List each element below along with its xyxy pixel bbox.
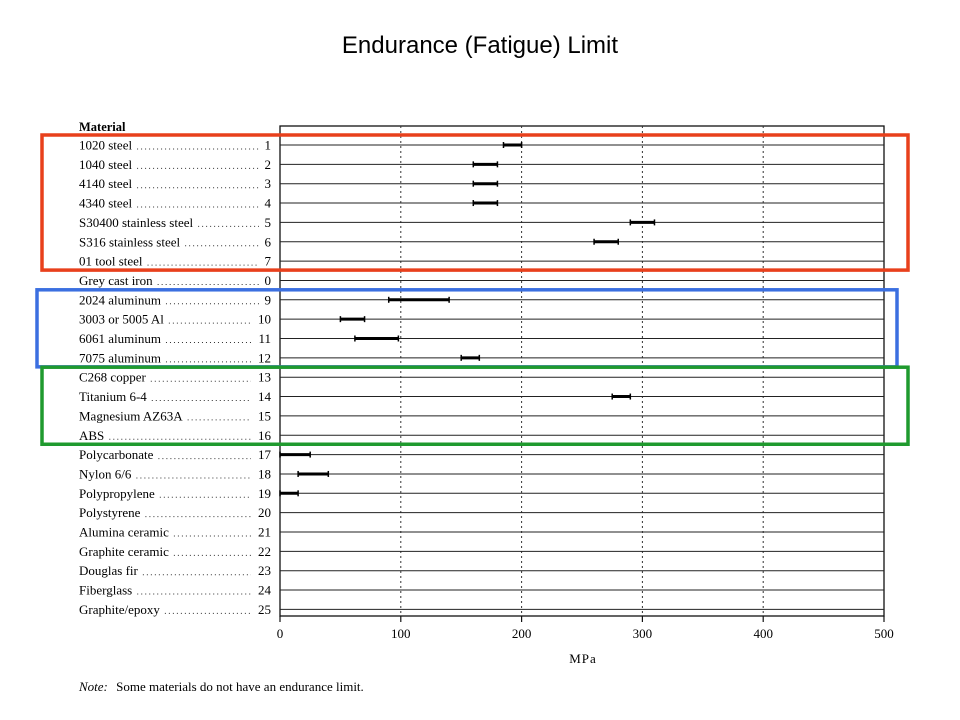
row-number: 9 xyxy=(264,292,271,308)
plot-border xyxy=(280,126,884,616)
row-number: 18 xyxy=(258,466,271,482)
material-label: Polypropylene xyxy=(79,485,155,501)
row-number: 17 xyxy=(258,447,271,463)
row-number: 7 xyxy=(264,253,271,269)
material-label: Titanium 6-4 xyxy=(79,389,147,405)
row-lines xyxy=(280,145,884,609)
material-label: 3003 or 5005 Al xyxy=(79,311,164,327)
range-bar xyxy=(298,471,328,477)
row-number: 20 xyxy=(258,505,271,521)
grid-lines xyxy=(401,126,763,616)
row-number: 19 xyxy=(258,485,271,501)
row-number: 3 xyxy=(264,176,271,192)
range-bar xyxy=(280,452,310,458)
x-tick-label: 100 xyxy=(391,626,411,641)
range-bar xyxy=(630,219,654,225)
row-number: 12 xyxy=(258,350,271,366)
range-bar xyxy=(503,142,521,148)
row-number: 22 xyxy=(258,543,271,559)
row-number: 11 xyxy=(258,331,271,346)
material-label: 01 tool steel xyxy=(79,253,143,269)
material-label: 1020 steel xyxy=(79,137,133,153)
row-number: 1 xyxy=(264,137,271,153)
row-number: 16 xyxy=(258,427,271,443)
x-tick-label: 200 xyxy=(511,626,532,641)
row-number: 5 xyxy=(264,214,271,230)
footnote-prefix: Note: xyxy=(79,679,108,694)
column-header: Material xyxy=(79,120,126,134)
range-bar xyxy=(612,394,630,400)
material-label: Polystyrene xyxy=(79,505,141,521)
row-number: 21 xyxy=(258,524,271,540)
row-number: 10 xyxy=(258,311,271,327)
range-bar xyxy=(340,316,364,322)
plot-frame xyxy=(280,126,884,616)
highlight-box xyxy=(42,367,908,444)
footnote xyxy=(78,679,364,694)
row-number: 0 xyxy=(264,272,271,288)
material-label: 2024 aluminum xyxy=(79,292,161,308)
material-label: S30400 stainless steel xyxy=(79,214,194,230)
material-labels xyxy=(79,138,272,617)
range-bar xyxy=(461,355,479,361)
material-label: Grey cast iron xyxy=(79,272,153,288)
range-bar xyxy=(473,181,497,187)
x-tick-label: 400 xyxy=(753,626,773,641)
material-label: Magnesium AZ63A xyxy=(79,408,183,424)
material-label: Fiberglass xyxy=(79,582,133,598)
x-tick-label: 300 xyxy=(632,626,653,641)
range-bar xyxy=(473,161,497,167)
row-number: 13 xyxy=(258,369,271,385)
material-label: Graphite ceramic xyxy=(79,543,169,559)
x-axis-ticks xyxy=(277,616,894,641)
footnote-text: Some materials do not have an endurance limit. xyxy=(116,679,364,694)
row-number: 23 xyxy=(258,563,271,579)
range-bar xyxy=(389,297,449,303)
material-label: Polycarbonate xyxy=(79,447,154,463)
row-number: 6 xyxy=(264,234,271,250)
material-label: 7075 aluminum xyxy=(79,350,161,366)
range-bar xyxy=(473,200,497,206)
material-label: 4140 steel xyxy=(79,176,133,192)
x-tick-label: 0 xyxy=(276,626,284,641)
x-axis-label: MPa xyxy=(569,651,597,666)
material-label: S316 stainless steel xyxy=(79,234,181,250)
row-number: 25 xyxy=(258,601,271,617)
range-bar xyxy=(594,239,618,245)
material-label: Douglas fir xyxy=(79,563,138,579)
row-number: 4 xyxy=(264,195,271,211)
highlight-boxes xyxy=(37,135,908,444)
material-label: Alumina ceramic xyxy=(79,524,169,540)
material-label: Graphite/epoxy xyxy=(79,601,160,617)
range-bar xyxy=(280,490,298,496)
range-bar xyxy=(355,336,398,342)
highlight-box xyxy=(37,290,897,367)
material-label: C268 copper xyxy=(79,369,146,385)
row-number: 15 xyxy=(258,408,271,424)
slide-title: Endurance (Fatigue) Limit xyxy=(341,32,619,59)
x-tick-label: 500 xyxy=(874,626,894,641)
material-label: ABS xyxy=(79,427,105,443)
material-label: 1040 steel xyxy=(79,156,133,172)
row-number: 2 xyxy=(264,156,271,172)
material-label: Nylon 6/6 xyxy=(79,466,132,482)
row-number: 14 xyxy=(258,389,271,405)
material-label: 6061 aluminum xyxy=(79,331,161,346)
material-label: 4340 steel xyxy=(79,195,133,211)
row-number: 24 xyxy=(258,582,271,598)
